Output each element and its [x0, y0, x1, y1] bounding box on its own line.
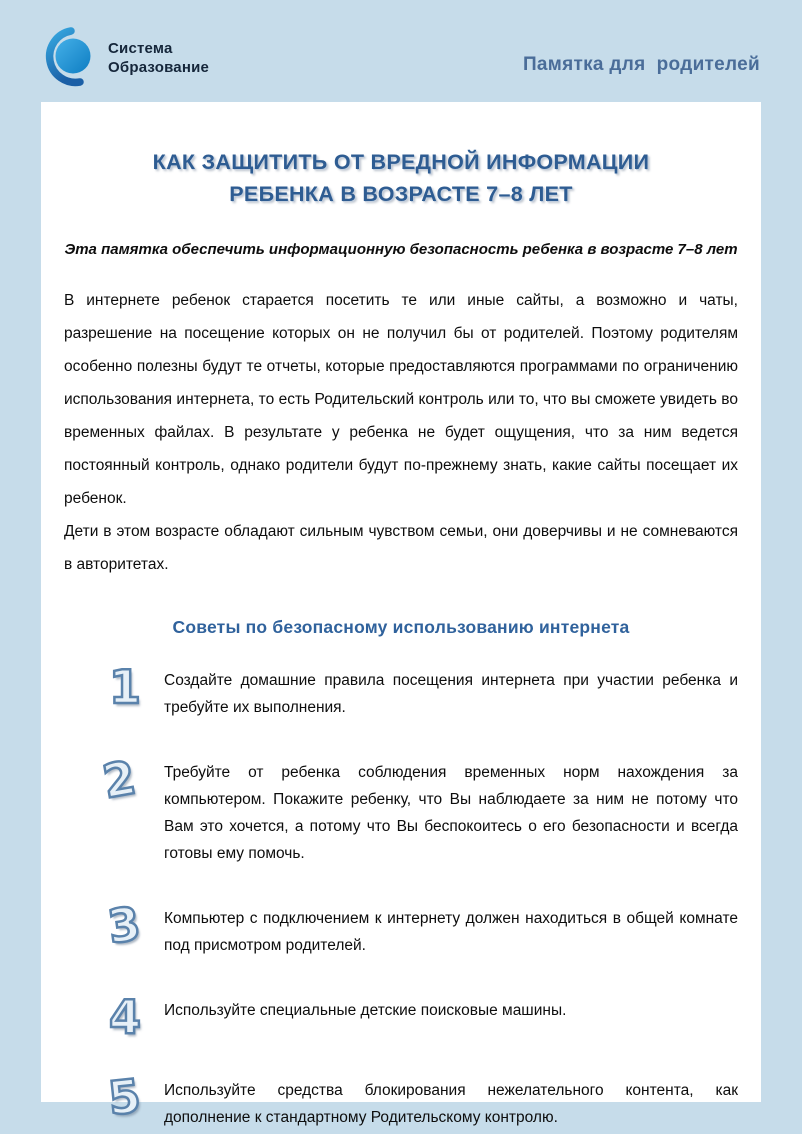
logo-line1: Система	[108, 39, 173, 57]
document-subtitle: Эта памятка обеспечить информационную безопасность ребенка в возрасте 7–8 лет	[64, 240, 738, 258]
page-header	[40, 26, 760, 90]
tip-text-3: Компьютер с подключением к интернету должен находиться в общей комнате под присмотром родителей.	[164, 909, 738, 954]
tip-number-4: 4	[108, 989, 141, 1044]
tips-list	[64, 659, 738, 1132]
document-title	[64, 146, 738, 211]
tip-text-1: Создайте домашние правила посещения интернета при участии ребенка и требуйте их выполнения.	[164, 671, 738, 716]
intro-section	[64, 284, 738, 581]
tip-number-3: 3	[104, 895, 144, 954]
globe-icon	[40, 26, 98, 90]
title-line1: КАК ЗАЩИТИТЬ ОТ ВРЕДНОЙ ИНФОРМАЦИИ	[152, 150, 650, 174]
tip-text-2: Требуйте от ребенка соблюдения временных норм нахождения за компьютером. Покажите ребенку, что Вы наблюдаете за ним не потому что Вам это хочется, а потому что Вы беспокоитесь о его безопасности и всегда готовы ему помочь.	[164, 763, 738, 862]
memo-card	[41, 102, 761, 1127]
tip-item-3	[102, 895, 738, 959]
tip-item-5	[102, 1068, 738, 1131]
tip-number-5: 5	[105, 1068, 144, 1126]
intro-paragraph-1: В интернете ребенок старается посетить те или иные сайты, а возможно и чаты, разрешение на посещение которых он не получил бы от родителей. Поэтому родителям особенно полезны будут те отчеты, которые предоставляются программами по ограничению использования интернета, то есть Родительский контроль или то, что вы сможете увидеть во временных файлах. В результате у ребенка не будет ощущения, что за ним ведется постоянный контроль, однако родители будут по-прежнему знать, какие сайты посещает их ребенок.	[64, 291, 738, 507]
tip-number-1: 1	[108, 659, 141, 714]
header-badge: Памятка для родителей	[522, 54, 760, 75]
logo-text	[108, 39, 209, 78]
logo-line2: Образование	[108, 59, 210, 76]
tip-text-4: Используйте специальные детские поисковые машины.	[164, 1001, 567, 1019]
tips-section-heading: Советы по безопасному использованию интернета	[172, 616, 630, 637]
tip-item-2	[98, 749, 738, 867]
intro-paragraph-2: Дети в этом возрасте обладают сильным чувством семьи, они доверчивы и не сомневаются в авторитетах.	[64, 522, 738, 573]
tip-item-4	[102, 989, 738, 1044]
title-line2: РЕБЕНКА В ВОЗРАСТЕ 7–8 ЛЕТ	[229, 182, 573, 207]
tip-item-1	[102, 659, 738, 721]
tip-text-5: Используйте средства блокирования нежелательного контента, как дополнение к стандартному Родительскому контролю.	[164, 1082, 738, 1127]
logo	[40, 26, 209, 90]
tip-number-2: 2	[98, 749, 140, 809]
